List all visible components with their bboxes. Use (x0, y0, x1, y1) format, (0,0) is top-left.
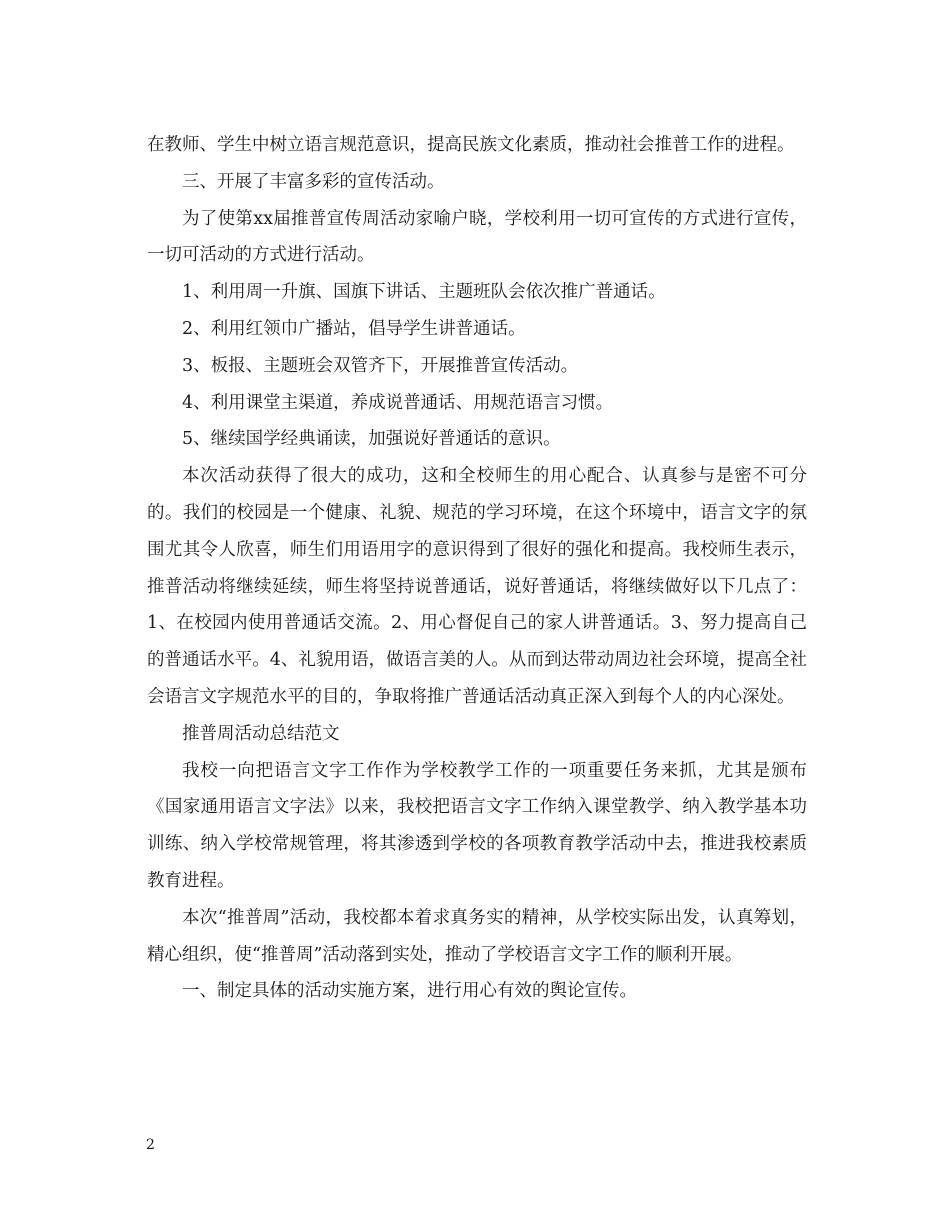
list-item: 1、利用周一升旗、国旗下讲话、主题班队会依次推广普通话。 (182, 282, 666, 303)
list-item: 5、继续国学经典诵读，加强说好普通话的意识。 (182, 429, 561, 450)
paragraph: 本次活动获得了很大的成功，这和全校师生的用心配合、认真参与是密不可分的。我们的校园是一个健康、礼貌、规范的学习环境，在这个环境中，语言文字的氛围尤其令人欣喜，师生们用语用字的意识得到了很好的强化和提高。我校师生表示，推普活动将继续延续，师生将坚持说普通话，说好普通话，将继续做好以下几点了：1、在校园内使用普通话交流。2、用心督促自己的家人讲普通话。3、努力提高自己的普通话水平。4、礼貌用语，做语言美的人。从而到达带动周边社会环境，提高全社会语言文字规范水平的目的，争取将推广普通话活动真正深入到每个人的内心深处。 (147, 466, 807, 707)
paragraph-continuation: 在教师、学生中树立语言规范意识，提高民族文化素质，推动社会推普工作的进程。 (147, 135, 795, 155)
section-heading-plan: 一、制定具体的活动实施方案，进行用心有效的舆论宣传。 (182, 981, 637, 1002)
document-subtitle: 推普周活动总结范文 (182, 723, 340, 744)
paragraph: 我校一向把语言文字工作作为学校教学工作的一项重要任务来抓，尤其是颁布《国家通用语言文字法》以来，我校把语言文字工作纳入课堂教学、纳入教学基本功训练、纳入学校常规管理，将其渗透到学校的各项教育教学活动中去，推进我校素质教育进程。 (147, 760, 807, 891)
paragraph: 本次“推普周”活动，我校都本着求真务实的精神，从学校实际出发，认真筹划，精心组织，使“推普周”活动落到实处，推动了学校语言文字工作的顺利开展。 (147, 907, 807, 965)
page-number: 2 (146, 1137, 155, 1153)
paragraph: 为了使第xx届推普宣传周活动家喻户晓，学校利用一切可宣传的方式进行宣传，一切可活动的方式进行活动。 (147, 208, 807, 266)
section-heading-publicity-activities: 三、开展了丰富多彩的宣传活动。 (182, 171, 445, 192)
document-body (147, 127, 807, 1010)
list-item: 3、板报、主题班会双管齐下，开展推普宣传活动。 (182, 355, 579, 376)
list-item: 4、利用课堂主渠道，养成说普通话、用规范语言习惯。 (182, 392, 614, 413)
list-item: 2、利用红领巾广播站，倡导学生讲普通话。 (182, 318, 526, 339)
